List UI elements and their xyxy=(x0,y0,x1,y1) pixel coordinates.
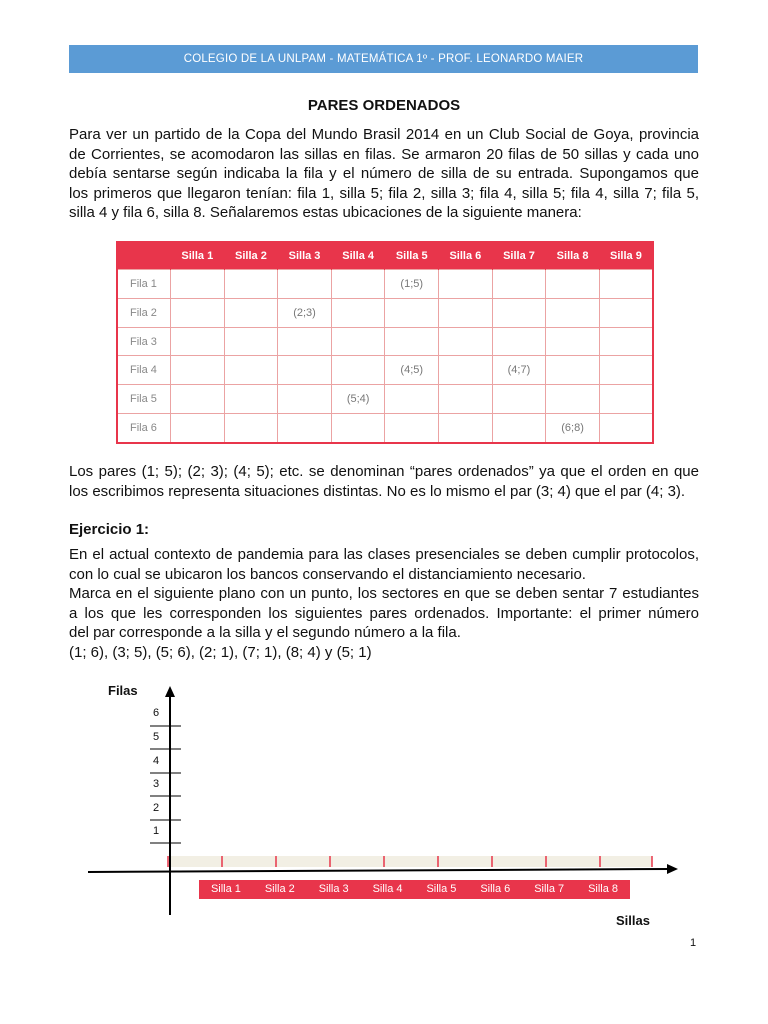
column-header: Silla 6 xyxy=(439,242,493,270)
x-tick-label: Silla 5 xyxy=(426,883,457,895)
exercise-line: con lo cual se ubicaron los bancos conservando el distanciamiento necesario. xyxy=(69,565,586,583)
row-label: Fila 4 xyxy=(117,356,171,385)
exercise-line: del par corresponde a la silla y el segundo número a la fila. xyxy=(69,624,461,641)
row-label: Fila 5 xyxy=(117,385,171,414)
row-label: Fila 1 xyxy=(117,270,171,299)
seat-cell: (1;5) xyxy=(385,270,439,299)
y-axis-arrow-icon xyxy=(165,686,175,697)
y-axis-title: Filas xyxy=(108,683,138,698)
exercise-line: a los que les corresponden los siguientes pares ordenados. Importante: el primer número xyxy=(69,604,699,622)
seat-cell: (4;7) xyxy=(492,356,546,385)
x-axis-arrow-icon xyxy=(667,864,678,874)
seat-cell: (5;4) xyxy=(331,385,385,414)
intro-line: debía sentarse según indicaba la fila y el número de silla de su entrada. Supongamos que xyxy=(69,165,699,182)
x-axis-seat-labels xyxy=(199,880,630,899)
seat-cell: (4;5) xyxy=(385,356,439,385)
y-tick-label: 6 xyxy=(153,707,160,719)
intro-line: de Corrientes, se acomodaron las sillas en filas. Se armaron 20 filas de 50 sillas y cada uno xyxy=(69,145,699,163)
x-tick-label: Silla 2 xyxy=(264,883,295,895)
x-tick-label: Silla 6 xyxy=(480,883,511,895)
seat-cell: (2;3) xyxy=(278,298,332,327)
x-tick-label: Silla 8 xyxy=(588,883,619,895)
column-header: Silla 9 xyxy=(599,242,653,270)
row-label: Fila 6 xyxy=(117,414,171,443)
pairs-line: Los pares (1; 5); (2; 3); (4; 5); etc. se denominan “pares ordenados” ya que el orden en que xyxy=(69,463,699,480)
x-tick-label: Silla 4 xyxy=(372,883,403,895)
page-title: PARES ORDENADOS xyxy=(307,97,461,114)
y-tick-label: 4 xyxy=(153,755,160,767)
column-header: Silla 2 xyxy=(224,242,278,270)
intro-line: los primeros que llegaron tenían: fila 1, silla 5; fila 2, silla 3; fila 4, silla 5; fila 4, silla 7; fila 5, xyxy=(69,184,699,202)
x-tick-label: Silla 3 xyxy=(318,883,349,895)
column-header: Silla 7 xyxy=(492,242,546,270)
column-header: Silla 4 xyxy=(331,242,385,270)
row-label: Fila 2 xyxy=(117,298,171,327)
exercise-line: (1; 6), (3; 5), (5; 6), (2; 1), (7; 1), (8; 4) y (5; 1) xyxy=(69,643,372,661)
column-header: Silla 8 xyxy=(546,242,600,270)
page-header: COLEGIO DE LA UNLPAM - MATEMÁTICA 1º - PROF. LEONARDO MAIER xyxy=(69,45,698,73)
row-label: Fila 3 xyxy=(117,327,171,356)
x-axis xyxy=(88,869,670,872)
y-tick-label: 3 xyxy=(153,778,160,790)
seat-cell: (6;8) xyxy=(546,414,600,443)
column-header: Silla 5 xyxy=(385,242,439,270)
x-tick-label: Silla 1 xyxy=(210,883,241,895)
exercise-line: En el actual contexto de pandemia para las clases presenciales se deben cumplir protocolos, xyxy=(69,546,699,563)
pairs-line: los escribimos representa situaciones distintas. No es lo mismo el par (3; 4) que el par (4; 3). xyxy=(69,482,686,500)
y-tick-label: 2 xyxy=(153,802,160,814)
column-header: Silla 3 xyxy=(278,242,332,270)
x-tick-label: Silla 7 xyxy=(534,883,565,895)
y-tick-label: 1 xyxy=(153,825,160,837)
exercise-line: Marca en el siguiente plano con un punto, los sectores en que se deben sentar 7 estudiantes xyxy=(69,585,699,602)
column-header: Silla 1 xyxy=(171,242,225,270)
intro-line: silla 4 y fila 6, silla 8. Señalaremos estas ubicaciones de la siguiente manera: xyxy=(69,204,582,221)
page-number: 1 xyxy=(690,937,697,949)
x-axis-title: Sillas xyxy=(616,913,650,928)
intro-line: Para ver un partido de la Copa del Mundo Brasil 2014 en un Club Social de Goya, provincia xyxy=(69,126,699,143)
exercise-heading: Ejercicio 1: xyxy=(69,521,150,538)
y-tick-label: 5 xyxy=(153,731,160,743)
x-axis-band xyxy=(168,856,652,867)
